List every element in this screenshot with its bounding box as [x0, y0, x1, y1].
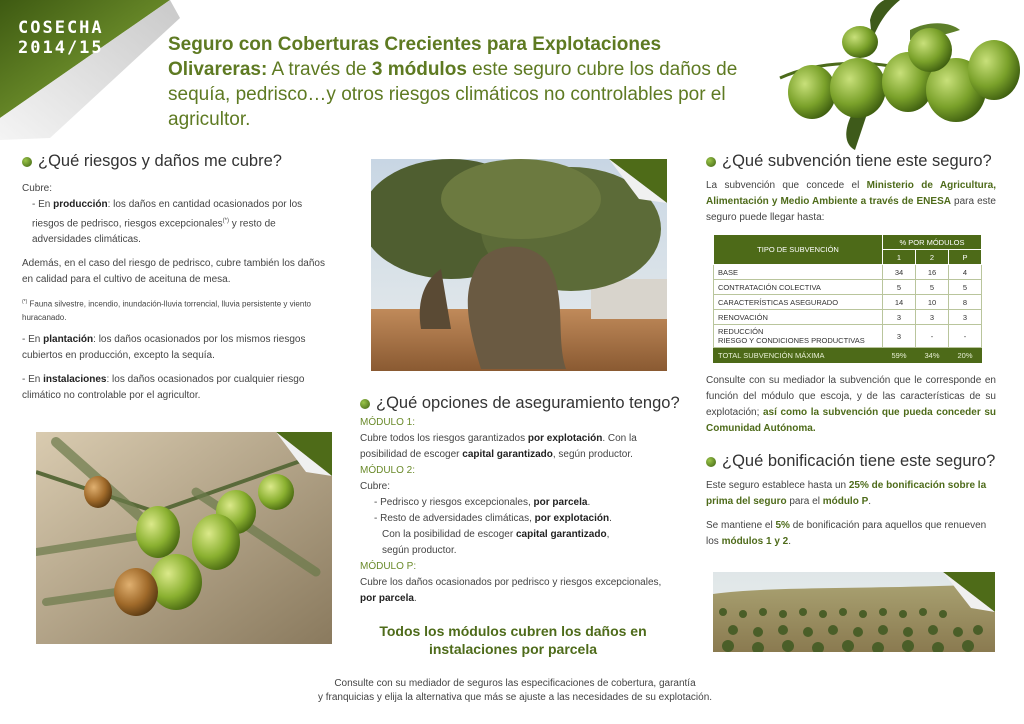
bullet-icon	[22, 157, 32, 167]
footer-note	[200, 677, 830, 705]
olives-top-image	[760, 0, 1024, 150]
riesgos-note: (*) Fauna silvestre, incendio, inundación-lluvia torrencial, lluvia persistente y viento huracanado.	[22, 299, 311, 322]
riesgos-body	[22, 181, 332, 404]
subvencion-heading: ¿Qué subvención tiene este seguro?	[706, 152, 992, 171]
bonificacion-heading: ¿Qué bonificación tiene este seguro?	[706, 452, 995, 471]
subvencion-intro: La subvención que concede el Ministerio de Agricultura, Alimentación y Medio Ambiente a través de ENESA para este seguro puede llegar hasta:	[706, 180, 996, 223]
opciones-body	[360, 415, 668, 607]
col-modulo-1: 1	[883, 250, 916, 265]
modulo-1-label: MÓDULO 1:	[360, 417, 416, 428]
header-text-1: A través de	[267, 59, 372, 80]
header-modules: 3 módulos	[371, 59, 467, 80]
modulo-2-label: MÓDULO 2:	[360, 465, 416, 476]
bullet-icon	[706, 157, 716, 167]
modulo-p-text: Cubre los daños ocasionados por pedrisco y riesgos excepcionales, por parcela.	[360, 577, 662, 604]
bonificacion-p1: Este seguro establece hasta un 25% de bonificación sobre la prima del seguro para el módulo P.	[706, 480, 987, 507]
badge-title	[18, 18, 104, 58]
modulo-2-item-2: - Resto de adversidades climáticas, por explotación.	[374, 513, 612, 524]
modulo-p-label: MÓDULO P:	[360, 561, 417, 572]
col-modulo-p: P	[949, 250, 982, 265]
riesgos-heading: ¿Qué riesgos y daños me cubre?	[22, 152, 282, 171]
olive-grove-image	[713, 572, 995, 652]
riesgos-produccion: - En producción: los daños en cantidad ocasionados por los riesgos de pedrisco, riesgos excepcionales(*) y resto de adversidades climáticas.	[32, 199, 303, 246]
bullet-icon	[360, 399, 370, 409]
subvencion-consulte: Consulte con su mediador la subvención que le corresponde en función del módulo que escoja, y de las características de su explotación; así como la subvención que pueda conceder su Comunidad Autónoma.	[706, 375, 996, 434]
riesgos-instalaciones: - En instalaciones: los daños ocasionados por cualquier riesgo climático no controlable por el agricultor.	[22, 373, 305, 401]
bonificacion-body	[706, 478, 996, 550]
table-row: REDUCCIÓN RIESGO Y CONDICIONES PRODUCTIVAS 3 - -	[714, 325, 982, 348]
table-total-row: TOTAL SUBVENCIÓN MÁXIMA 59% 34% 20%	[714, 348, 982, 363]
col-tipo: TIPO DE SUBVENCIÓN	[714, 235, 883, 265]
footer-line-1: Consulte con su mediador de seguros las especificaciones de cobertura, garantía	[334, 678, 696, 689]
col-modulo-2: 2	[916, 250, 949, 265]
header-text-2: este seguro cubre los daños de sequía, pedrisco…y otros riesgos climáticos no controlables por el agricultor.	[168, 59, 738, 130]
olive-tree-image	[371, 159, 667, 371]
table-row: CONTRATACIÓN COLECTIVA 5 5 5	[714, 280, 982, 295]
bullet-icon	[706, 457, 716, 467]
table-row: RENOVACIÓN 3 3 3	[714, 310, 982, 325]
footer-line-2: y franquicias y elija la alternativa que más se ajuste a las necesidades de su explotación.	[317, 692, 713, 703]
modulo-1-text: Cubre todos los riesgos garantizados por explotación. Con la posibilidad de escoger capital garantizado, según productor.	[360, 433, 637, 460]
page-header	[168, 32, 748, 132]
modulo-2-cubre: Cubre:	[360, 481, 391, 492]
table-row: CARACTERÍSTICAS ASEGURADO 14 10 8	[714, 295, 982, 310]
table-row: BASE 34 16 4	[714, 265, 982, 280]
header-title: Seguro con Coberturas Crecientes para Explotaciones Olivareras:	[168, 34, 662, 80]
riesgos-cubre: Cubre:	[22, 183, 53, 194]
badge-line-1: COSECHA	[18, 18, 104, 38]
modulo-2-item-4: según productor.	[382, 545, 457, 556]
modulo-2-item-3: Con la posibilidad de escoger capital garantizado,	[382, 529, 610, 540]
modulo-2-item-1: - Pedrisco y riesgos excepcionales, por parcela.	[374, 497, 591, 508]
riesgos-plantacion: - En plantación: los daños ocasionados por los mismos riesgos cubiertos en producción, excepto la sequía.	[22, 333, 306, 361]
olive-branch-image	[36, 432, 332, 644]
opciones-heading: ¿Qué opciones de aseguramiento tengo?	[360, 394, 680, 413]
bonificacion-p2: Se mantiene el 5% de bonificación para aquellos que renueven los módulos 1 y 2.	[706, 520, 987, 547]
badge-line-2: 2014/15	[18, 38, 104, 58]
riesgos-calidad: Además, en el caso del riesgo de pedrisco, cubre también los daños en calidad para el cultivo de aceituna de mesa.	[22, 258, 325, 286]
table-header-row	[714, 235, 982, 250]
col-pct: % POR MÓDULOS	[883, 235, 982, 250]
all-modules-note: Todos los módulos cubren los daños en instalaciones por parcela	[379, 623, 647, 657]
subvencion-table	[713, 234, 982, 363]
